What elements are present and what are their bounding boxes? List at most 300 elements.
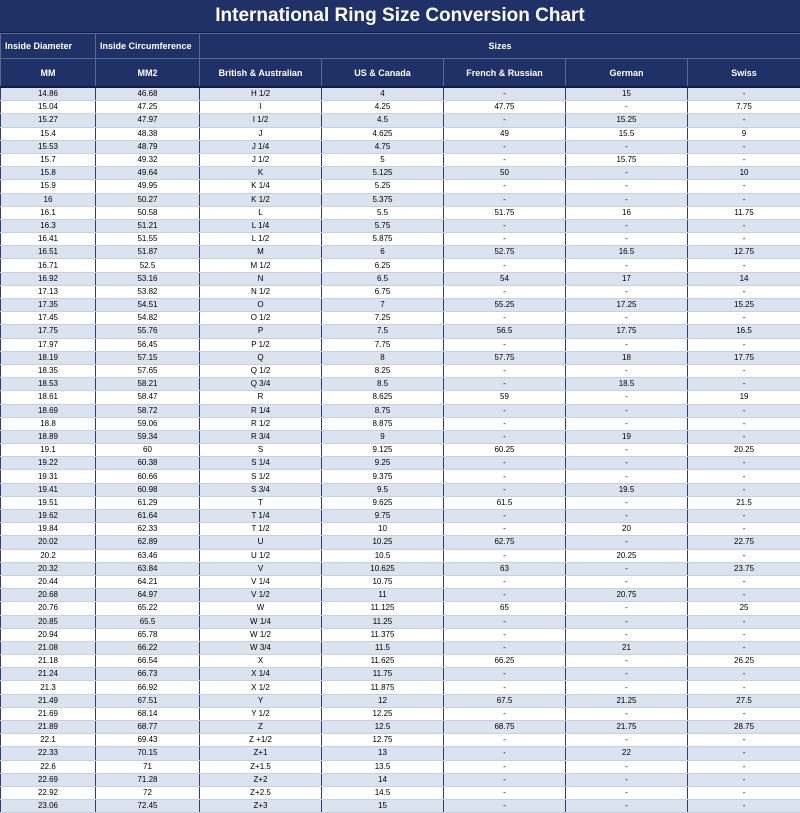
table-row — [1, 87, 800, 101]
table-row — [1, 800, 800, 813]
cell-german: - — [566, 628, 688, 641]
cell-mm2: 49.64 — [96, 167, 200, 180]
cell-mm2: 61.29 — [96, 496, 200, 509]
cell-french-russian: - — [444, 800, 566, 813]
cell-mm: 16.51 — [1, 246, 96, 259]
cell-german: - — [566, 444, 688, 457]
cell-british-australian: Q — [200, 351, 322, 364]
table-row — [1, 299, 800, 312]
table-row — [1, 180, 800, 193]
cell-french-russian: - — [444, 193, 566, 206]
inside-circumference-header: Inside Circumference — [96, 34, 200, 59]
cell-us-canada: 13 — [322, 747, 444, 760]
cell-british-australian: V 1/4 — [200, 575, 322, 588]
cell-mm2: 62.33 — [96, 523, 200, 536]
cell-us-canada: 10 — [322, 523, 444, 536]
cell-french-russian: - — [444, 153, 566, 166]
table-row — [1, 773, 800, 786]
inside-diameter-header: Inside Diameter — [1, 34, 96, 59]
cell-british-australian: H 1/2 — [200, 87, 322, 101]
table-row — [1, 101, 800, 114]
cell-mm2: 71 — [96, 760, 200, 773]
cell-mm: 18.8 — [1, 417, 96, 430]
cell-swiss: - — [688, 773, 800, 786]
cell-swiss: - — [688, 734, 800, 747]
cell-mm: 17.45 — [1, 312, 96, 325]
cell-french-russian: - — [444, 219, 566, 232]
cell-us-canada: 5.5 — [322, 206, 444, 219]
cell-mm: 20.94 — [1, 628, 96, 641]
cell-mm: 20.44 — [1, 575, 96, 588]
cell-mm2: 66.92 — [96, 681, 200, 694]
cell-mm: 20.32 — [1, 562, 96, 575]
cell-mm2: 62.89 — [96, 536, 200, 549]
cell-mm2: 66.54 — [96, 655, 200, 668]
cell-german: - — [566, 404, 688, 417]
table-row — [1, 404, 800, 417]
cell-us-canada: 5.75 — [322, 219, 444, 232]
cell-german: 17.75 — [566, 325, 688, 338]
cell-swiss: - — [688, 404, 800, 417]
cell-us-canada: 9.75 — [322, 510, 444, 523]
cell-swiss: - — [688, 786, 800, 799]
cell-mm2: 50.58 — [96, 206, 200, 219]
cell-mm2: 58.21 — [96, 378, 200, 391]
cell-swiss: - — [688, 87, 800, 101]
table-row — [1, 707, 800, 720]
cell-us-canada: 11.25 — [322, 615, 444, 628]
cell-german: - — [566, 364, 688, 377]
cell-mm2: 47.97 — [96, 114, 200, 127]
cell-british-australian: Z+1.5 — [200, 760, 322, 773]
cell-french-russian: - — [444, 589, 566, 602]
cell-us-canada: 5.875 — [322, 233, 444, 246]
cell-british-australian: Y 1/2 — [200, 707, 322, 720]
cell-us-canada: 11.125 — [322, 602, 444, 615]
cell-german: - — [566, 800, 688, 813]
cell-swiss: 21.5 — [688, 496, 800, 509]
cell-swiss: 10 — [688, 167, 800, 180]
cell-french-russian: - — [444, 378, 566, 391]
cell-british-australian: R 3/4 — [200, 430, 322, 443]
table-row — [1, 246, 800, 259]
cell-mm: 14.86 — [1, 87, 96, 101]
cell-swiss: - — [688, 114, 800, 127]
cell-us-canada: 6.5 — [322, 272, 444, 285]
cell-mm2: 71.28 — [96, 773, 200, 786]
cell-german: 15.5 — [566, 127, 688, 140]
cell-mm2: 60.38 — [96, 457, 200, 470]
table-row — [1, 760, 800, 773]
cell-french-russian: - — [444, 483, 566, 496]
cell-german: 19.5 — [566, 483, 688, 496]
cell-german: - — [566, 259, 688, 272]
table-row — [1, 721, 800, 734]
table-row — [1, 219, 800, 232]
table-row — [1, 364, 800, 377]
cell-german: - — [566, 681, 688, 694]
cell-mm2: 53.16 — [96, 272, 200, 285]
cell-swiss: 26.25 — [688, 655, 800, 668]
cell-german: 16 — [566, 206, 688, 219]
cell-british-australian: W 1/4 — [200, 615, 322, 628]
cell-mm: 18.61 — [1, 391, 96, 404]
cell-mm2: 53.82 — [96, 285, 200, 298]
cell-british-australian: N 1/2 — [200, 285, 322, 298]
cell-mm: 19.41 — [1, 483, 96, 496]
cell-german: 15.75 — [566, 153, 688, 166]
cell-french-russian: - — [444, 760, 566, 773]
cell-british-australian: J — [200, 127, 322, 140]
cell-french-russian: - — [444, 259, 566, 272]
cell-mm: 15.53 — [1, 140, 96, 153]
cell-german: - — [566, 391, 688, 404]
cell-mm: 22.1 — [1, 734, 96, 747]
cell-mm2: 54.51 — [96, 299, 200, 312]
cell-german: 18.5 — [566, 378, 688, 391]
cell-swiss: 27.5 — [688, 694, 800, 707]
table-row — [1, 259, 800, 272]
cell-mm: 20.02 — [1, 536, 96, 549]
cell-french-russian: - — [444, 734, 566, 747]
table-row — [1, 734, 800, 747]
cell-us-canada: 5.25 — [322, 180, 444, 193]
cell-german: 20 — [566, 523, 688, 536]
table-row — [1, 325, 800, 338]
cell-french-russian: 55.25 — [444, 299, 566, 312]
table-row — [1, 206, 800, 219]
cell-british-australian: I — [200, 101, 322, 114]
cell-mm: 15.8 — [1, 167, 96, 180]
cell-german: 17.25 — [566, 299, 688, 312]
cell-mm2: 60.66 — [96, 470, 200, 483]
table-row — [1, 167, 800, 180]
cell-us-canada: 8.875 — [322, 417, 444, 430]
cell-swiss: - — [688, 285, 800, 298]
cell-german: - — [566, 167, 688, 180]
page-title: International Ring Size Conversion Chart — [0, 0, 800, 33]
cell-swiss: - — [688, 364, 800, 377]
cell-us-canada: 11.875 — [322, 681, 444, 694]
cell-german: - — [566, 140, 688, 153]
table-row — [1, 351, 800, 364]
cell-us-canada: 10.625 — [322, 562, 444, 575]
cell-swiss: - — [688, 641, 800, 654]
cell-french-russian: 49 — [444, 127, 566, 140]
cell-french-russian: - — [444, 430, 566, 443]
cell-swiss: - — [688, 747, 800, 760]
column-header-mm: MM — [1, 59, 96, 88]
cell-german: 20.25 — [566, 549, 688, 562]
cell-british-australian: M 1/2 — [200, 259, 322, 272]
cell-swiss: - — [688, 707, 800, 720]
cell-german: 15.25 — [566, 114, 688, 127]
cell-us-canada: 7 — [322, 299, 444, 312]
table-row — [1, 470, 800, 483]
cell-mm2: 68.14 — [96, 707, 200, 720]
cell-mm: 18.89 — [1, 430, 96, 443]
cell-us-canada: 14 — [322, 773, 444, 786]
cell-french-russian: 50 — [444, 167, 566, 180]
cell-french-russian: 61.5 — [444, 496, 566, 509]
cell-british-australian: X — [200, 655, 322, 668]
cell-mm2: 67.51 — [96, 694, 200, 707]
cell-mm2: 52.5 — [96, 259, 200, 272]
cell-mm: 16 — [1, 193, 96, 206]
cell-swiss: 11.75 — [688, 206, 800, 219]
cell-mm2: 65.22 — [96, 602, 200, 615]
cell-british-australian: O 1/2 — [200, 312, 322, 325]
cell-french-russian: - — [444, 87, 566, 101]
cell-french-russian: - — [444, 615, 566, 628]
cell-mm: 17.13 — [1, 285, 96, 298]
cell-us-canada: 9.25 — [322, 457, 444, 470]
cell-swiss: 19 — [688, 391, 800, 404]
cell-german: - — [566, 312, 688, 325]
cell-swiss: - — [688, 628, 800, 641]
cell-british-australian: K — [200, 167, 322, 180]
cell-swiss: - — [688, 589, 800, 602]
cell-swiss: - — [688, 140, 800, 153]
cell-us-canada: 14.5 — [322, 786, 444, 799]
cell-mm2: 49.32 — [96, 153, 200, 166]
table-row — [1, 457, 800, 470]
cell-british-australian: R 1/4 — [200, 404, 322, 417]
cell-us-canada: 11 — [322, 589, 444, 602]
column-header-mm2: MM2 — [96, 59, 200, 88]
cell-german: - — [566, 219, 688, 232]
cell-us-canada: 13.5 — [322, 760, 444, 773]
cell-german: 17 — [566, 272, 688, 285]
table-row — [1, 338, 800, 351]
cell-mm2: 51.55 — [96, 233, 200, 246]
cell-us-canada: 5.375 — [322, 193, 444, 206]
cell-french-russian: - — [444, 668, 566, 681]
cell-mm2: 60.98 — [96, 483, 200, 496]
cell-british-australian: S 3/4 — [200, 483, 322, 496]
cell-swiss: - — [688, 417, 800, 430]
cell-swiss: - — [688, 153, 800, 166]
cell-mm2: 60 — [96, 444, 200, 457]
cell-german: 21 — [566, 641, 688, 654]
cell-german: 20.75 — [566, 589, 688, 602]
cell-mm: 15.9 — [1, 180, 96, 193]
cell-mm2: 61.64 — [96, 510, 200, 523]
cell-british-australian: T 1/2 — [200, 523, 322, 536]
cell-british-australian: S 1/4 — [200, 457, 322, 470]
cell-us-canada: 4 — [322, 87, 444, 101]
cell-us-canada: 11.625 — [322, 655, 444, 668]
cell-british-australian: K 1/2 — [200, 193, 322, 206]
cell-mm: 21.49 — [1, 694, 96, 707]
cell-mm: 21.89 — [1, 721, 96, 734]
cell-us-canada: 8.625 — [322, 391, 444, 404]
cell-us-canada: 5 — [322, 153, 444, 166]
cell-german: 15 — [566, 87, 688, 101]
cell-french-russian: - — [444, 628, 566, 641]
cell-swiss: 20.25 — [688, 444, 800, 457]
cell-british-australian: N — [200, 272, 322, 285]
cell-french-russian: - — [444, 773, 566, 786]
cell-french-russian: - — [444, 364, 566, 377]
cell-german: - — [566, 101, 688, 114]
cell-mm2: 51.21 — [96, 219, 200, 232]
cell-german: - — [566, 285, 688, 298]
cell-british-australian: Z+3 — [200, 800, 322, 813]
cell-mm2: 58.47 — [96, 391, 200, 404]
cell-german: - — [566, 193, 688, 206]
cell-british-australian: V — [200, 562, 322, 575]
cell-german: - — [566, 338, 688, 351]
cell-french-russian: 57.75 — [444, 351, 566, 364]
cell-mm2: 50.27 — [96, 193, 200, 206]
cell-swiss: - — [688, 259, 800, 272]
cell-swiss: - — [688, 193, 800, 206]
cell-british-australian: L 1/4 — [200, 219, 322, 232]
cell-mm2: 59.34 — [96, 430, 200, 443]
cell-german: - — [566, 470, 688, 483]
table-row — [1, 602, 800, 615]
cell-mm: 20.68 — [1, 589, 96, 602]
cell-french-russian: 63 — [444, 562, 566, 575]
table-row — [1, 562, 800, 575]
table-row — [1, 575, 800, 588]
cell-mm2: 65.5 — [96, 615, 200, 628]
cell-us-canada: 8.5 — [322, 378, 444, 391]
cell-french-russian: 54 — [444, 272, 566, 285]
cell-french-russian: - — [444, 180, 566, 193]
cell-german: 21.25 — [566, 694, 688, 707]
cell-german: 18 — [566, 351, 688, 364]
cell-british-australian: J 1/2 — [200, 153, 322, 166]
table-row — [1, 444, 800, 457]
cell-french-russian: 52.75 — [444, 246, 566, 259]
cell-french-russian: 68.75 — [444, 721, 566, 734]
cell-german: - — [566, 562, 688, 575]
cell-mm2: 55.76 — [96, 325, 200, 338]
cell-swiss: - — [688, 523, 800, 536]
cell-us-canada: 12.5 — [322, 721, 444, 734]
cell-french-russian: - — [444, 549, 566, 562]
cell-mm: 23.06 — [1, 800, 96, 813]
table-row — [1, 391, 800, 404]
cell-british-australian: Z — [200, 721, 322, 734]
cell-us-canada: 10.75 — [322, 575, 444, 588]
table-row — [1, 536, 800, 549]
cell-mm: 15.7 — [1, 153, 96, 166]
cell-swiss: - — [688, 457, 800, 470]
cell-mm2: 57.15 — [96, 351, 200, 364]
cell-german: 22 — [566, 747, 688, 760]
cell-french-russian: - — [444, 747, 566, 760]
cell-french-russian: 56.5 — [444, 325, 566, 338]
cell-french-russian: - — [444, 338, 566, 351]
cell-mm2: 69.43 — [96, 734, 200, 747]
column-header-us-canada: US & Canada — [322, 59, 444, 88]
cell-mm2: 63.84 — [96, 562, 200, 575]
table-row — [1, 312, 800, 325]
cell-mm: 16.41 — [1, 233, 96, 246]
cell-mm: 16.1 — [1, 206, 96, 219]
cell-mm: 16.3 — [1, 219, 96, 232]
cell-mm: 22.33 — [1, 747, 96, 760]
cell-swiss: 17.75 — [688, 351, 800, 364]
cell-swiss: 15.25 — [688, 299, 800, 312]
cell-us-canada: 12.75 — [322, 734, 444, 747]
cell-german: - — [566, 233, 688, 246]
cell-german: - — [566, 773, 688, 786]
cell-mm2: 58.72 — [96, 404, 200, 417]
cell-swiss: 16.5 — [688, 325, 800, 338]
cell-mm: 22.69 — [1, 773, 96, 786]
table-row — [1, 378, 800, 391]
cell-swiss: - — [688, 668, 800, 681]
cell-german: 19 — [566, 430, 688, 443]
cell-us-canada: 8.75 — [322, 404, 444, 417]
table-row — [1, 127, 800, 140]
cell-mm2: 72 — [96, 786, 200, 799]
cell-british-australian: Z +1/2 — [200, 734, 322, 747]
table-row — [1, 114, 800, 127]
cell-french-russian: - — [444, 457, 566, 470]
cell-french-russian: 59 — [444, 391, 566, 404]
cell-swiss: 22.75 — [688, 536, 800, 549]
table-row — [1, 589, 800, 602]
cell-british-australian: Y — [200, 694, 322, 707]
cell-british-australian: Z+2.5 — [200, 786, 322, 799]
cell-mm: 21.3 — [1, 681, 96, 694]
cell-british-australian: O — [200, 299, 322, 312]
cell-swiss: - — [688, 378, 800, 391]
cell-french-russian: - — [444, 523, 566, 536]
table-row — [1, 628, 800, 641]
cell-british-australian: S — [200, 444, 322, 457]
cell-mm: 18.69 — [1, 404, 96, 417]
cell-swiss: - — [688, 549, 800, 562]
cell-us-canada: 9 — [322, 430, 444, 443]
cell-mm: 22.92 — [1, 786, 96, 799]
table-row — [1, 140, 800, 153]
cell-french-russian: - — [444, 641, 566, 654]
cell-mm: 19.1 — [1, 444, 96, 457]
cell-german: - — [566, 496, 688, 509]
cell-mm2: 72.45 — [96, 800, 200, 813]
cell-us-canada: 10.25 — [322, 536, 444, 549]
cell-mm: 15.4 — [1, 127, 96, 140]
cell-mm: 18.19 — [1, 351, 96, 364]
cell-us-canada: 11.75 — [322, 668, 444, 681]
cell-us-canada: 11.375 — [322, 628, 444, 641]
cell-british-australian: P — [200, 325, 322, 338]
cell-mm: 16.92 — [1, 272, 96, 285]
table-row — [1, 641, 800, 654]
cell-mm: 21.18 — [1, 655, 96, 668]
cell-british-australian: W 3/4 — [200, 641, 322, 654]
table-row — [1, 786, 800, 799]
cell-german: - — [566, 786, 688, 799]
cell-german: 21.75 — [566, 721, 688, 734]
cell-german: - — [566, 655, 688, 668]
column-header-british-australian: British & Australian — [200, 59, 322, 88]
cell-french-russian: - — [444, 470, 566, 483]
cell-british-australian: R — [200, 391, 322, 404]
cell-us-canada: 10.5 — [322, 549, 444, 562]
cell-french-russian: - — [444, 114, 566, 127]
column-header-swiss: Swiss — [688, 59, 800, 88]
cell-us-canada: 9.5 — [322, 483, 444, 496]
table-row — [1, 681, 800, 694]
cell-german: - — [566, 734, 688, 747]
